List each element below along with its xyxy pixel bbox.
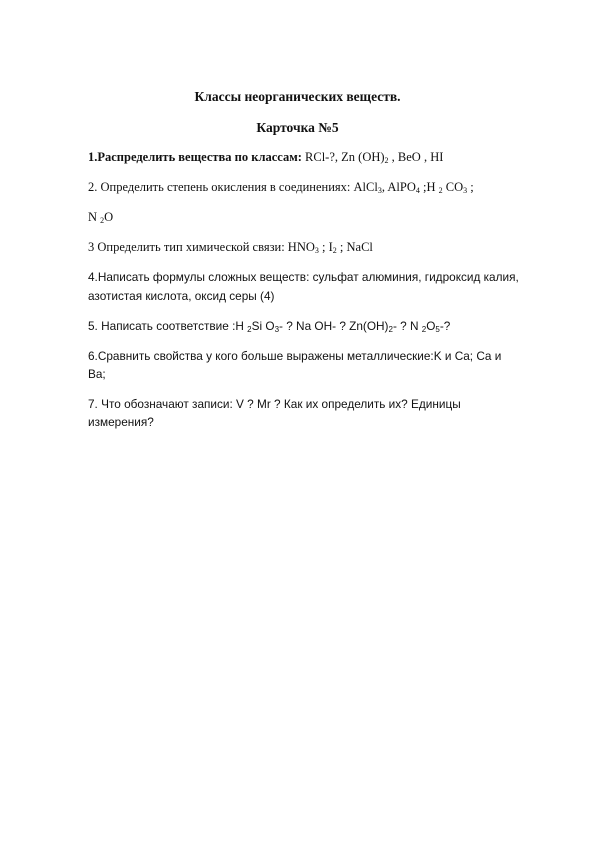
question-3: 3 Определить тип химической связи: $HNO_3$ ; $I_2$ ; NaCl — [88, 240, 373, 255]
question-6-line-1: 6.Сравнить свойства у кого больше выражены металлические:K и Ca; Ca и — [88, 349, 502, 363]
question-1-formulas: RCl-?, Zn $(OH)_2$ , BeO , HI — [305, 150, 444, 165]
question-1 — [88, 150, 443, 165]
question-1-label: 1.Распределить вещества по классам: — [88, 150, 302, 164]
question-5: 5. Написать соответствие :H $_2$Si $O_3-$ ? Na OH- ? $Zn(OH)_2-$ ? N $_2O_5-$? — [88, 319, 451, 334]
question-2: 2. Определить степень окисления в соединениях: AlCl$_3$, AlPO$_4$ ;H $_2$ $CO_3$ ; — [88, 180, 474, 195]
question-6-line-2: Ba; — [88, 367, 106, 381]
page-title: Классы неорганических веществ. — [194, 89, 401, 104]
question-2-continuation: N $_2$O — [88, 210, 114, 225]
question-7-line-1: 7. Что обозначают записи: V ? Mr ? Как их определить их? Единицы — [88, 397, 461, 411]
question-4-line-2: азотистая кислота, оксид серы (4) — [88, 289, 275, 303]
question-4-line-1: 4.Написать формулы сложных веществ: сульфат алюминия, гидроксид калия, — [88, 270, 519, 284]
question-7-line-2: измерения? — [88, 415, 154, 429]
card-number: Карточка №5 — [256, 120, 339, 135]
